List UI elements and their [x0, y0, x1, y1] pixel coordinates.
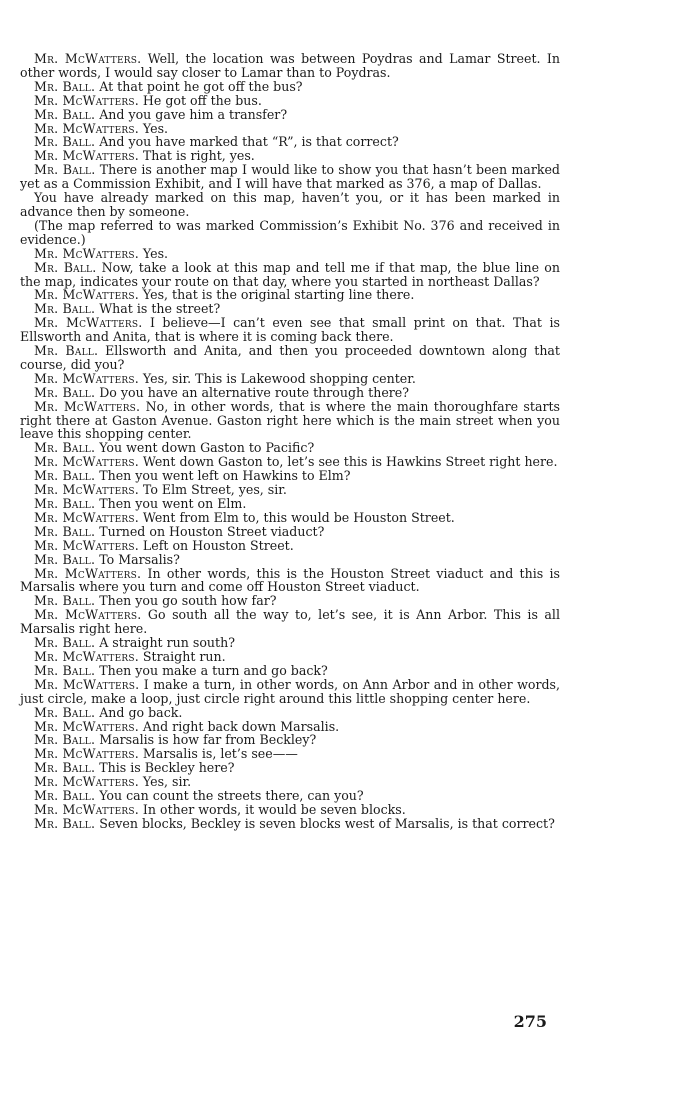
paragraph-text: And you gave him a transfer? [95, 106, 288, 122]
paragraph-text: Then you make a turn and go back? [95, 662, 328, 678]
testimony-paragraph [20, 80, 560, 94]
paragraph-text: Went down Gaston to, let’s see this is Hawkins Street right here. [138, 454, 558, 470]
speaker-name: Mr. McWatters. [34, 648, 139, 664]
speaker-name: Mr. Ball. [34, 551, 96, 567]
speaker-name: Mr. Ball. [34, 732, 96, 748]
testimony-text [20, 52, 560, 831]
testimony-paragraph [20, 511, 560, 525]
speaker-name: Mr. Ball. [34, 815, 96, 831]
speaker-name: Mr. McWatters. [34, 120, 139, 136]
testimony-paragraph [20, 483, 560, 497]
speaker-name: Mr. Ball. [34, 635, 96, 651]
testimony-paragraph [20, 497, 560, 511]
testimony-paragraph [20, 191, 560, 219]
testimony-paragraph [20, 52, 560, 80]
paragraph-text: To Elm Street, yes, sir. [138, 482, 287, 498]
testimony-paragraph [20, 664, 560, 678]
speaker-name: Mr. McWatters. [34, 398, 141, 414]
paragraph-text: Went from Elm to, this would be Houston Street. [138, 509, 455, 525]
paragraph-text: Well, the location was between Poydras and Lamar Street. In other words, I would say closer to Lamar than to Poydras. [20, 51, 560, 80]
paragraph-text: That is right, yes. [138, 148, 255, 164]
testimony-paragraph [20, 803, 560, 817]
paragraph-text: In other words, this is the Houston Street viaduct and this is Marsalis where you turn and come off Houston Street viaduct. [20, 565, 560, 595]
speaker-name: Mr. McWatters. [34, 51, 142, 66]
testimony-paragraph [20, 94, 560, 108]
paragraph-text: At that point he got off the bus? [95, 78, 303, 94]
paragraph-text: Ellsworth and Anita, and then you proceeded downtown along that course, did you? [20, 343, 560, 372]
testimony-paragraph [20, 316, 560, 344]
paragraph-text: Yes. [138, 120, 169, 136]
testimony-paragraph [20, 247, 560, 261]
paragraph-text: Yes, sir. This is Lakewood shopping center. [138, 370, 416, 386]
speaker-name: Mr. Ball. [34, 162, 96, 178]
speaker-name: Mr. Ball. [34, 440, 96, 456]
testimony-paragraph [20, 775, 560, 789]
paragraph-text: In other words, it would be seven blocks. [138, 801, 406, 817]
speaker-name: Mr. Ball. [34, 496, 96, 511]
page-number: 275 [513, 1012, 547, 1031]
testimony-paragraph [20, 122, 560, 136]
paragraph-text: You can count the streets there, can you? [95, 788, 364, 804]
speaker-name: Mr. Ball. [34, 662, 96, 678]
speaker-name: Mr. McWatters. [34, 565, 142, 581]
testimony-paragraph [20, 455, 560, 469]
testimony-paragraph [20, 733, 560, 747]
testimony-paragraph [20, 539, 560, 553]
paragraph-text: Now, take a look at this map and tell me if that map, the blue line on the map, indicates your route on that day, where you started in northeast Dallas? [20, 259, 560, 289]
testimony-paragraph [20, 108, 560, 122]
paragraph-text: Yes, that is the original starting line there. [138, 287, 415, 303]
speaker-name: Mr. McWatters. [34, 287, 139, 303]
testimony-paragraph [20, 163, 560, 191]
speaker-name: Mr. McWatters. [34, 148, 139, 164]
testimony-paragraph [20, 525, 560, 539]
paragraph-text: (The map referred to was marked Commission’s Exhibit No. 376 and received in evidence.) [20, 217, 560, 247]
speaker-name: Mr. Ball. [34, 593, 96, 609]
speaker-name: Mr. Ball. [34, 259, 97, 275]
testimony-paragraph [20, 344, 560, 372]
testimony-paragraph [20, 553, 560, 567]
testimony-paragraph [20, 372, 560, 386]
speaker-name: Mr. McWatters. [34, 482, 139, 498]
speaker-name: Mr. McWatters. [34, 746, 139, 762]
paragraph-text: And go back. [95, 704, 183, 720]
testimony-paragraph [20, 817, 560, 831]
paragraph-text: Marsalis is how far from Beckley? [95, 732, 317, 748]
testimony-paragraph [20, 441, 560, 455]
testimony-paragraph [20, 386, 560, 400]
speaker-name: Mr. McWatters. [34, 676, 140, 692]
paragraph-text: And you have marked that “R”, is that correct? [95, 134, 399, 150]
paragraph-text: I make a turn, in other words, on Ann Arbor and in other words, just circle, make a loop, just circle right around this little shopping center here. [20, 676, 561, 706]
testimony-paragraph [20, 608, 560, 636]
testimony-paragraph [20, 219, 560, 247]
paragraph-text: Marsalis is, let’s see—— [138, 746, 298, 762]
testimony-paragraph [20, 261, 560, 289]
paragraph-text: This is Beckley here? [95, 760, 235, 776]
paragraph-text: He got off the bus. [138, 92, 262, 108]
speaker-name: Mr. Ball. [34, 788, 96, 804]
speaker-name: Mr. Ball. [34, 343, 99, 359]
paragraph-text: Yes, sir. [138, 774, 192, 790]
testimony-paragraph [20, 469, 560, 483]
speaker-name: Mr. Ball. [34, 301, 96, 317]
testimony-paragraph [20, 720, 560, 734]
paragraph-text: I believe—I can’t even see that small print on that. That is Ellsworth and Anita, that is where it is coming back there. [20, 315, 560, 345]
paragraph-text: What is the street? [95, 301, 221, 317]
speaker-name: Mr. Ball. [34, 134, 96, 150]
paragraph-text: Go south all the way to, let’s see, it is Ann Arbor. This is all Marsalis right here. [20, 607, 560, 637]
paragraph-text: No, in other words, that is where the main thoroughfare starts right there at Gaston Avenue. Gaston right here which is the main street when you leave this shopping center. [20, 398, 560, 442]
paragraph-text: Left on Houston Street. [138, 537, 294, 553]
paragraph-text: To Marsalis? [95, 551, 180, 567]
speaker-name: Mr. Ball. [34, 78, 96, 94]
speaker-name: Mr. Ball. [34, 523, 96, 539]
paragraph-text: Straight run. [138, 648, 226, 664]
speaker-name: Mr. McWatters. [34, 537, 139, 553]
speaker-name: Mr. McWatters. [34, 454, 139, 470]
testimony-paragraph [20, 678, 560, 706]
speaker-name: Mr. McWatters. [34, 245, 139, 261]
testimony-paragraph [20, 706, 560, 720]
testimony-paragraph [20, 288, 560, 302]
testimony-paragraph [20, 650, 560, 664]
speaker-name: Mr. McWatters. [34, 607, 142, 623]
speaker-name: Mr. Ball. [34, 384, 96, 400]
speaker-name: Mr. Ball. [34, 468, 96, 484]
speaker-name: Mr. McWatters. [34, 718, 139, 734]
paragraph-text: Then you went left on Hawkins to Elm? [95, 468, 351, 484]
testimony-paragraph [20, 400, 560, 442]
paragraph-text: There is another map I would like to show you that hasn’t been marked yet as a Commission Exhibit, and I will have that marked as 376, a map of Dallas. [20, 162, 560, 192]
paragraph-text: Do you have an alternative route through there? [95, 384, 410, 400]
testimony-paragraph [20, 302, 560, 316]
paragraph-text: You have already marked on this map, haven’t you, or it has been marked in advance then by someone. [20, 190, 560, 219]
paragraph-text: Seven blocks, Beckley is seven blocks west of Marsalis, is that correct? [95, 815, 555, 831]
paragraph-text: And right back down Marsalis. [138, 718, 340, 734]
testimony-paragraph [20, 761, 560, 775]
testimony-paragraph [20, 747, 560, 761]
testimony-paragraph [20, 135, 560, 149]
testimony-paragraph [20, 594, 560, 608]
speaker-name: Mr. Ball. [34, 760, 96, 776]
speaker-name: Mr. McWatters. [34, 370, 139, 386]
paragraph-text: Yes. [138, 245, 169, 261]
speaker-name: Mr. McWatters. [34, 774, 139, 790]
paragraph-text: Turned on Houston Street viaduct? [95, 523, 325, 539]
testimony-paragraph [20, 567, 560, 595]
testimony-paragraph [20, 636, 560, 650]
testimony-paragraph [20, 149, 560, 163]
speaker-name: Mr. McWatters. [34, 509, 139, 525]
testimony-paragraph [20, 789, 560, 803]
speaker-name: Mr. McWatters. [34, 315, 143, 331]
paragraph-text: You went down Gaston to Pacific? [95, 440, 315, 456]
paragraph-text: Then you went on Elm. [95, 496, 247, 511]
speaker-name: Mr. McWatters. [34, 92, 139, 108]
speaker-name: Mr. Ball. [34, 704, 96, 720]
paragraph-text: A straight run south? [95, 635, 235, 651]
speaker-name: Mr. Ball. [34, 106, 96, 122]
paragraph-text: Then you go south how far? [95, 593, 277, 609]
speaker-name: Mr. McWatters. [34, 801, 139, 817]
